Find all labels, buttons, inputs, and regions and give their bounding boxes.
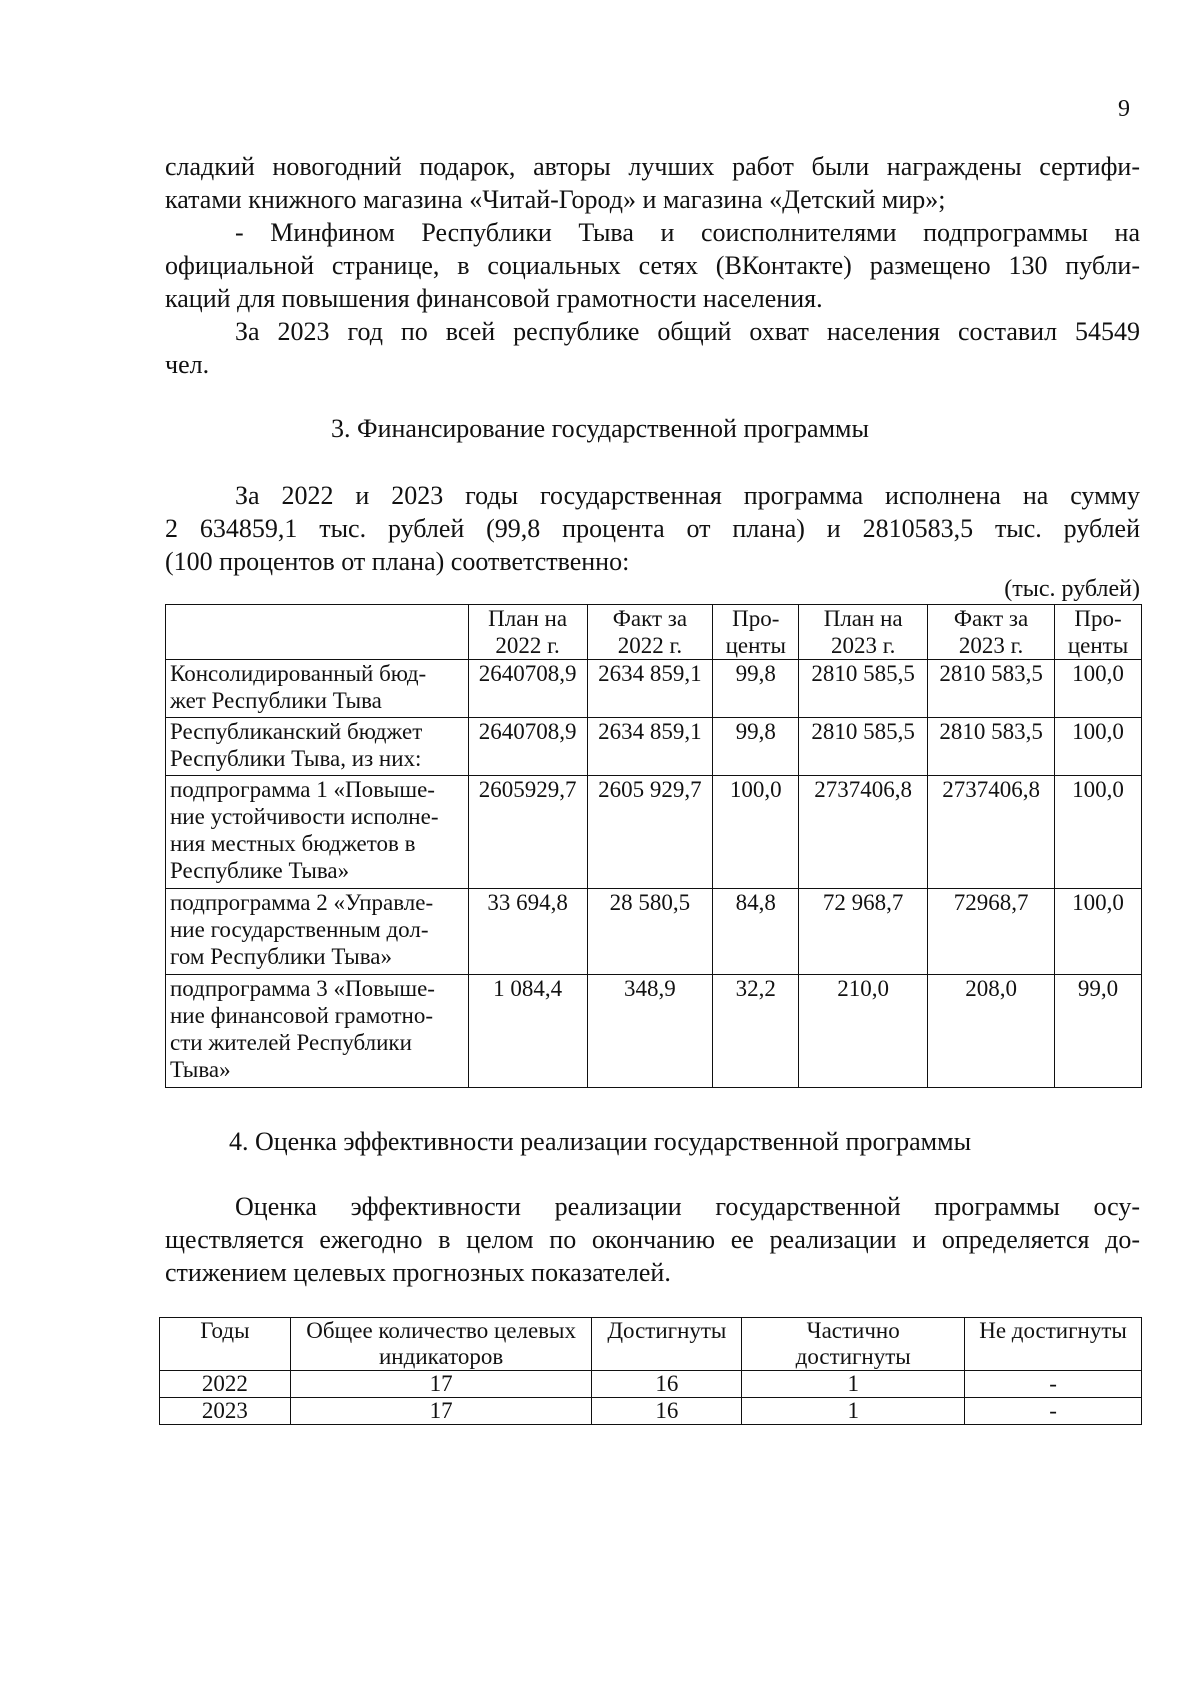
column-header: Про- центы xyxy=(713,605,799,660)
text-line: катами книжного магазина «Читай-Город» и магазина «Детский мир»; xyxy=(165,185,946,214)
table-cell: 99,0 xyxy=(1055,975,1142,1088)
table-cell: 99,8 xyxy=(713,718,799,776)
unit-note: (тыс. рублей) xyxy=(1004,576,1140,602)
column-header: План на 2023 г. xyxy=(799,605,928,660)
table-row xyxy=(166,660,1142,718)
column-header: Достигнуты xyxy=(592,1318,742,1371)
text-line: За 2022 и 2023 годы государственная программа исполнена на сумму xyxy=(235,481,1140,510)
bullet-paragraph xyxy=(165,216,1140,315)
table-cell: 17 xyxy=(290,1398,592,1425)
table-cell: 2810 583,5 xyxy=(928,718,1055,776)
column-header: Общее количество целевых индикаторов xyxy=(290,1318,592,1371)
table-cell: 2634 859,1 xyxy=(587,718,713,776)
text-line: чел. xyxy=(165,350,210,379)
table-cell: 2810 585,5 xyxy=(799,718,928,776)
table-cell: 348,9 xyxy=(587,975,713,1088)
table-cell: 2810 583,5 xyxy=(928,660,1055,718)
column-header: Факт за 2022 г. xyxy=(587,605,713,660)
financing-table xyxy=(165,604,1142,1088)
table-cell: 2737406,8 xyxy=(799,776,928,889)
table-cell: 84,8 xyxy=(713,889,799,975)
row-name: Республиканский бюджет Республики Тыва, из них: xyxy=(166,718,469,776)
row-name: Консолидированный бюд- жет Республики Тыва xyxy=(166,660,469,718)
table-cell: 100,0 xyxy=(1055,776,1142,889)
table-row xyxy=(166,776,1142,889)
section-4-paragraph xyxy=(165,1190,1140,1289)
row-name: подпрограмма 3 «Повыше- ние финансовой грамотно- сти жителей Республики Тыва» xyxy=(166,975,469,1088)
table-cell: 16 xyxy=(592,1398,742,1425)
text-line: - Минфином Республики Тыва и соисполнителями подпрограммы на xyxy=(235,218,1140,247)
text-line: каций для повышения финансовой грамотности населения. xyxy=(165,284,823,313)
table-cell: 2634 859,1 xyxy=(587,660,713,718)
table-row xyxy=(166,975,1142,1088)
table-cell: 210,0 xyxy=(799,975,928,1088)
text-line: Оценка эффективности реализации государственной программы осу- xyxy=(235,1192,1140,1221)
text-line: официальной странице, в социальных сетях (ВКонтакте) размещено 130 публи- xyxy=(165,251,1140,280)
table-cell: 2605 929,7 xyxy=(587,776,713,889)
table-cell: - xyxy=(965,1371,1142,1398)
table-row xyxy=(166,889,1142,975)
table-cell: 2640708,9 xyxy=(468,660,587,718)
table-cell: 1 xyxy=(742,1398,965,1425)
table-header-row xyxy=(166,605,1142,660)
table-cell: 16 xyxy=(592,1371,742,1398)
column-header: План на 2022 г. xyxy=(468,605,587,660)
table-row xyxy=(160,1371,1142,1398)
table-cell: 28 580,5 xyxy=(587,889,713,975)
section-3-title: 3. Финансирование государственной программы xyxy=(331,414,869,443)
section-3-paragraph xyxy=(165,479,1140,578)
table-cell: 100,0 xyxy=(1055,660,1142,718)
table-cell: 100,0 xyxy=(1055,889,1142,975)
table-cell: 2605929,7 xyxy=(468,776,587,889)
table-cell: 2737406,8 xyxy=(928,776,1055,889)
text-line: 2 634859,1 тыс. рублей (99,8 процента от плана) и 2810583,5 тыс. рублей xyxy=(165,514,1140,543)
table-cell: 100,0 xyxy=(713,776,799,889)
text-line: стижением целевых прогнозных показателей. xyxy=(165,1258,671,1287)
page-number: 9 xyxy=(1118,96,1130,122)
column-header: Не достигнуты xyxy=(965,1318,1142,1371)
table-cell: 32,2 xyxy=(713,975,799,1088)
text-line: ществляется ежегодно в целом по окончанию ее реализации и определяется до- xyxy=(165,1225,1140,1254)
text-line: сладкий новогодний подарок, авторы лучших работ были награждены сертифи- xyxy=(165,152,1140,181)
column-header: Частично достигнуты xyxy=(742,1318,965,1371)
intro-paragraph xyxy=(165,150,1140,216)
table-cell: 17 xyxy=(290,1371,592,1398)
section-4-title: 4. Оценка эффективности реализации государственной программы xyxy=(228,1127,972,1156)
coverage-paragraph xyxy=(165,315,1140,381)
table-cell: 2022 xyxy=(160,1371,291,1398)
table-header-row xyxy=(160,1318,1142,1371)
table-cell: 2640708,9 xyxy=(468,718,587,776)
table-cell: - xyxy=(965,1398,1142,1425)
column-header xyxy=(166,605,469,660)
text-line: (100 процентов от плана) соответственно: xyxy=(165,547,630,576)
column-header: Годы xyxy=(160,1318,291,1371)
table-cell: 33 694,8 xyxy=(468,889,587,975)
table-cell: 72968,7 xyxy=(928,889,1055,975)
table-cell: 208,0 xyxy=(928,975,1055,1088)
column-header: Про- центы xyxy=(1055,605,1142,660)
row-name: подпрограмма 1 «Повыше- ние устойчивости исполне- ния местных бюджетов в Республике Тыва» xyxy=(166,776,469,889)
table-cell: 1 xyxy=(742,1371,965,1398)
table-cell: 72 968,7 xyxy=(799,889,928,975)
effectiveness-table xyxy=(159,1317,1142,1425)
table-row xyxy=(166,718,1142,776)
table-cell: 2810 585,5 xyxy=(799,660,928,718)
table-cell: 99,8 xyxy=(713,660,799,718)
table-cell: 2023 xyxy=(160,1398,291,1425)
text-line: За 2023 год по всей республике общий охват населения составил 54549 xyxy=(235,317,1140,346)
table-cell: 100,0 xyxy=(1055,718,1142,776)
table-cell: 1 084,4 xyxy=(468,975,587,1088)
table-row xyxy=(160,1398,1142,1425)
row-name: подпрограмма 2 «Управле- ние государственным дол- гом Республики Тыва» xyxy=(166,889,469,975)
column-header: Факт за 2023 г. xyxy=(928,605,1055,660)
